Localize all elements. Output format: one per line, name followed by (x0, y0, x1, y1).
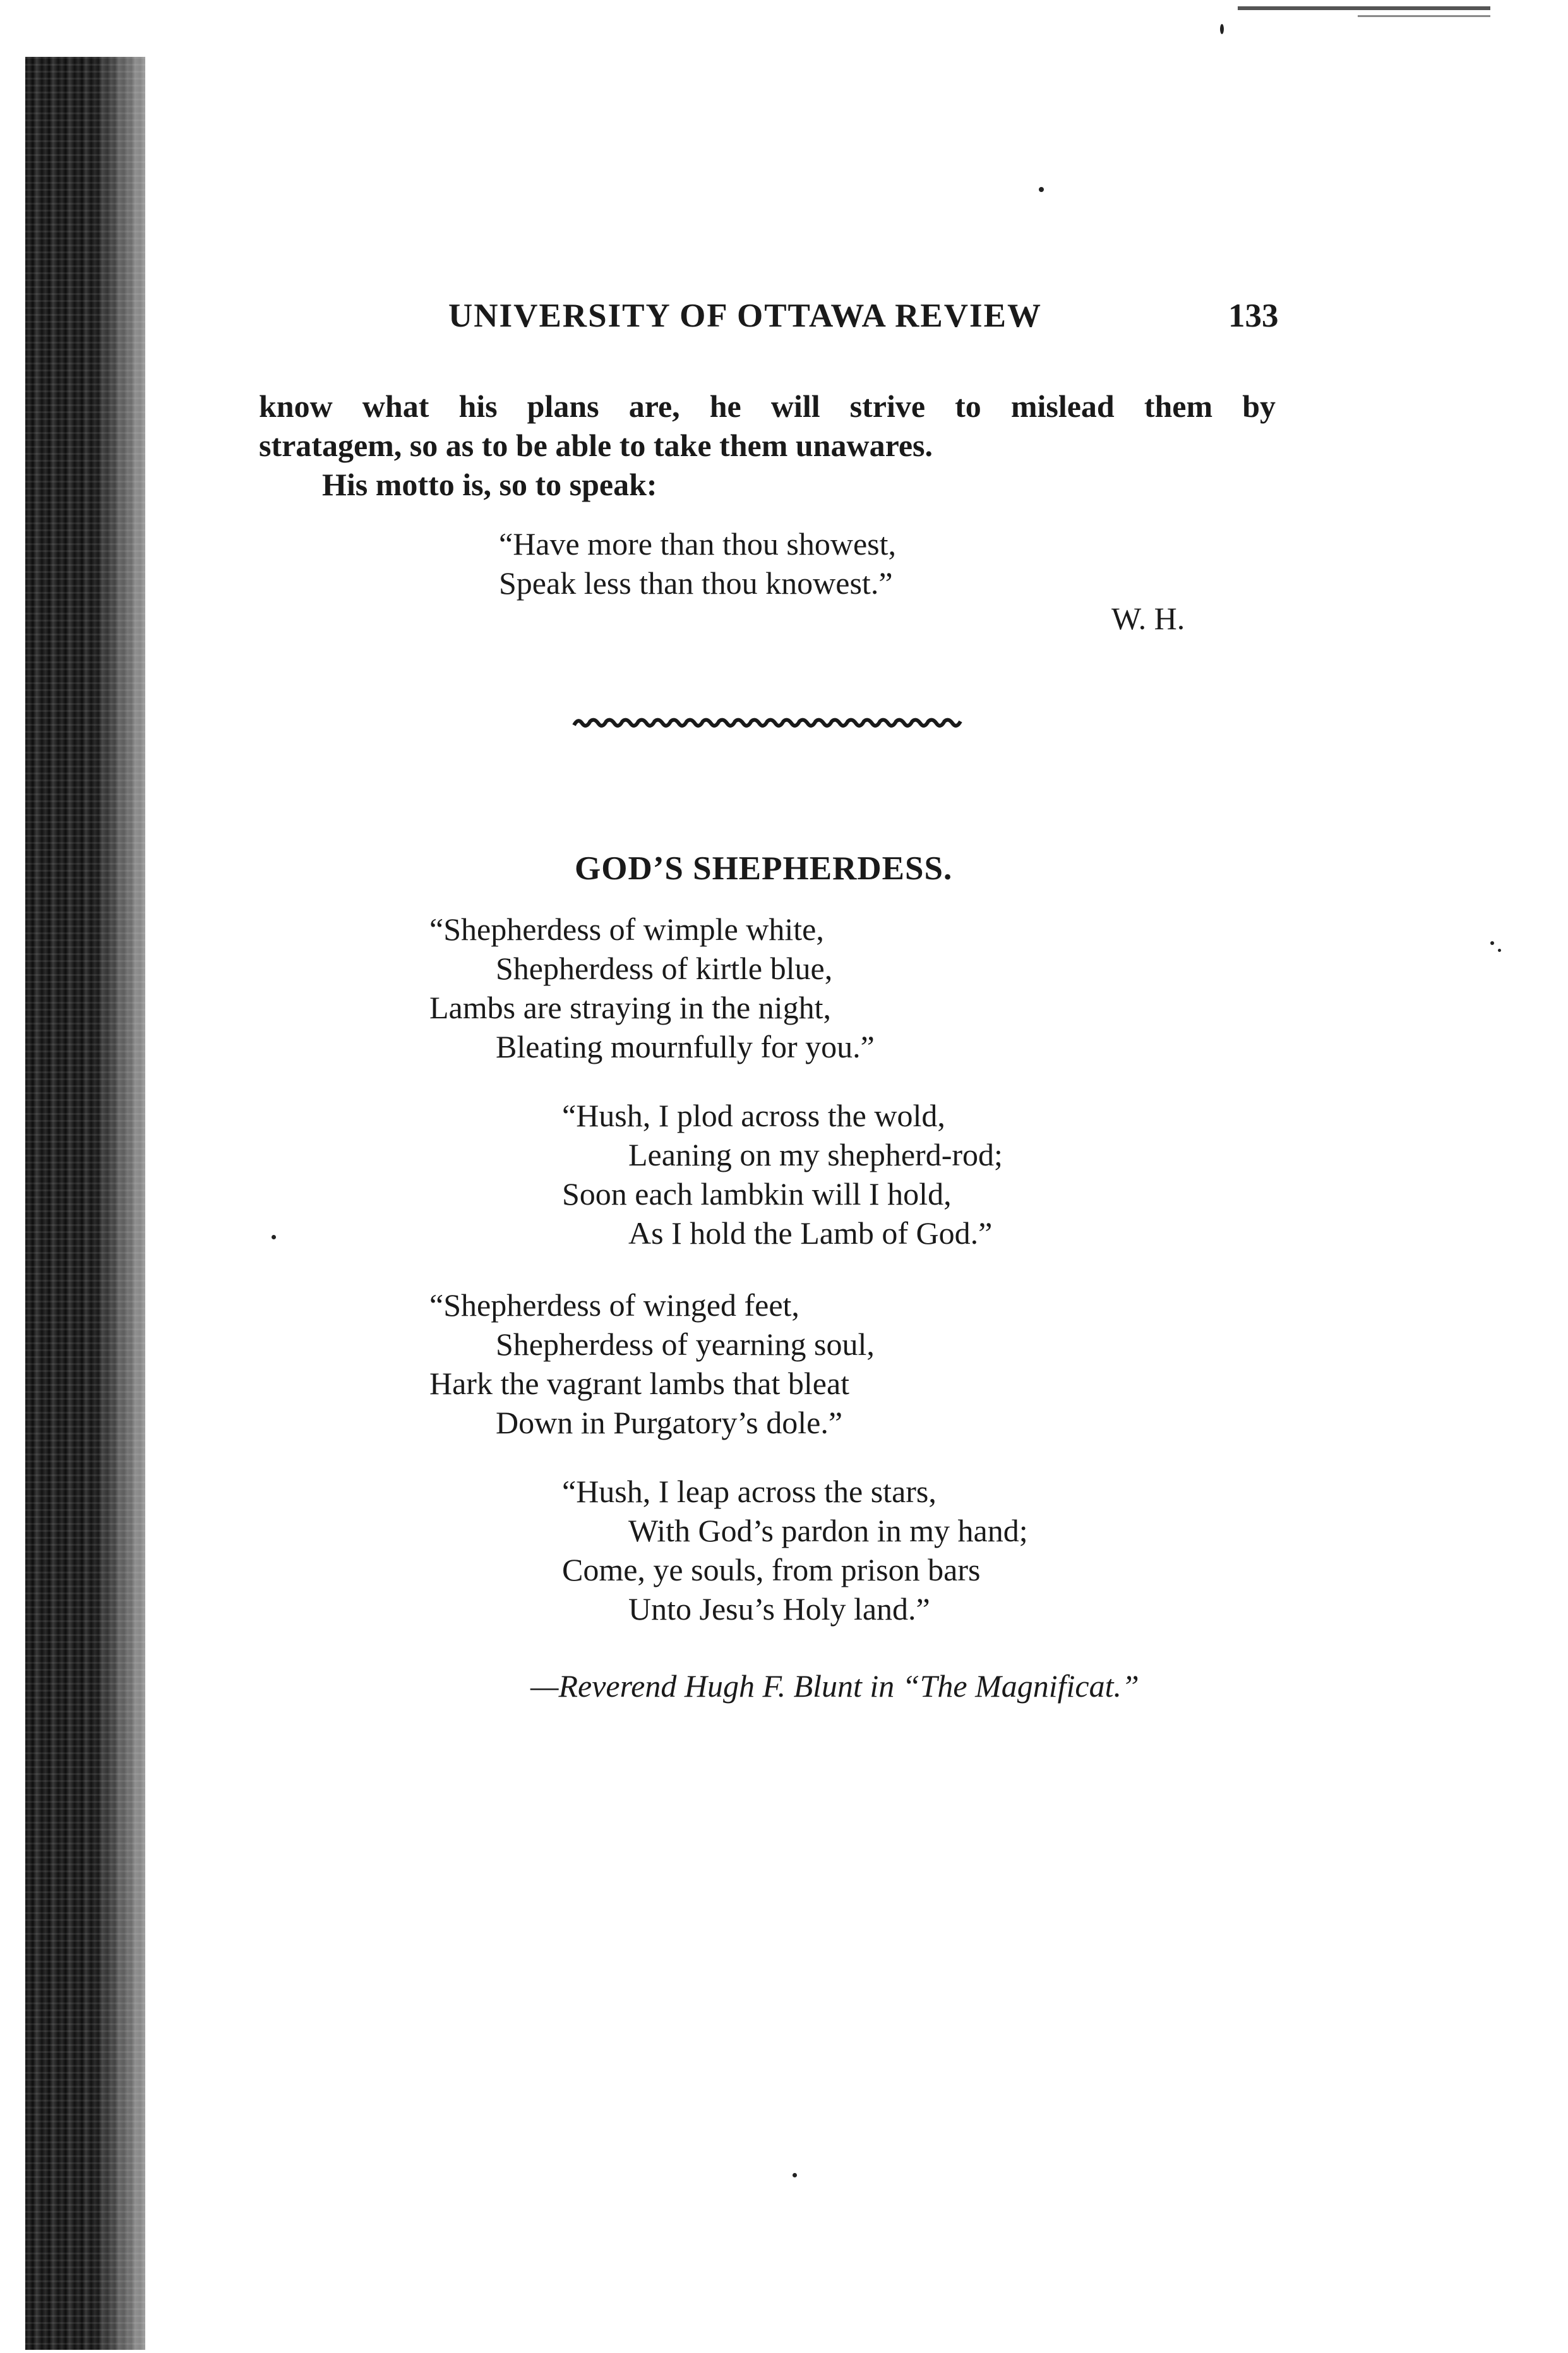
binding-edge-fade (95, 57, 145, 2350)
poem-line: Bleating mournfully for you.” (496, 1029, 875, 1064)
prose-word: will (770, 388, 820, 424)
poem-line: “Hush, I plod across the wold, (562, 1098, 945, 1133)
motto-line: “Have more than thou showest, (499, 526, 897, 562)
prose-word: plans (527, 388, 599, 424)
scan-speck (1498, 949, 1501, 952)
prose-word: them (1144, 388, 1213, 424)
prose-line: stratagem, so as to be able to take them unawares. (259, 428, 933, 463)
poem-line: Come, ye souls, from prison bars (562, 1552, 981, 1587)
scan-artifact-rule (1238, 6, 1490, 10)
scan-speck (1220, 24, 1224, 34)
scan-speck (1490, 941, 1494, 945)
scan-speck (1039, 187, 1044, 192)
poem-line: As I hold the Lamb of God.” (628, 1215, 993, 1251)
prose-word: to (955, 388, 981, 424)
ornamental-divider (572, 714, 963, 733)
poem-line: “Hush, I leap across the stars, (562, 1474, 937, 1509)
scan-speck (793, 2173, 797, 2177)
scan-speck (272, 1235, 276, 1239)
poem-line: Shepherdess of kirtle blue, (496, 951, 833, 986)
prose-word: mislead (1010, 388, 1115, 424)
prose-word: by (1242, 388, 1276, 424)
poem-line: Lambs are straying in the night, (429, 990, 831, 1025)
poem-line: Down in Purgatory’s dole.” (496, 1405, 843, 1440)
poem-line: Leaning on my shepherd-rod; (628, 1137, 1003, 1172)
poem-line: With God’s pardon in my hand; (628, 1513, 1028, 1548)
poem-line: “Shepherdess of wimple white, (429, 912, 824, 947)
poem-title: GOD’S SHEPHERDESS. (575, 850, 953, 887)
page-number: 133 (1228, 298, 1279, 334)
prose-word: what (362, 388, 429, 424)
prose-word: are, (628, 388, 680, 424)
motto-line: Speak less than thou knowest.” (499, 565, 893, 601)
prose-word: know (259, 388, 333, 424)
poem-line: Shepherdess of yearning soul, (496, 1327, 875, 1362)
prose-line: His motto is, so to speak: (322, 467, 657, 502)
poem-line: Unto Jesu’s Holy land.” (628, 1591, 930, 1627)
prose-word: strive (849, 388, 926, 424)
poem-attribution: —Reverend Hugh F. Blunt in “The Magnificat.” (530, 1668, 1139, 1704)
scan-artifact-rule (1358, 15, 1490, 17)
poem-line: Soon each lambkin will I hold, (562, 1176, 952, 1212)
author-initials: W. H. (1111, 601, 1185, 636)
prose-word: he (709, 388, 741, 424)
running-head-title: UNIVERSITY OF OTTAWA REVIEW (448, 298, 1042, 334)
poem-line: “Shepherdess of winged feet, (429, 1287, 799, 1323)
poem-line: Hark the vagrant lambs that bleat (429, 1366, 850, 1401)
prose-line (259, 387, 1276, 426)
prose-word: his (458, 388, 498, 424)
